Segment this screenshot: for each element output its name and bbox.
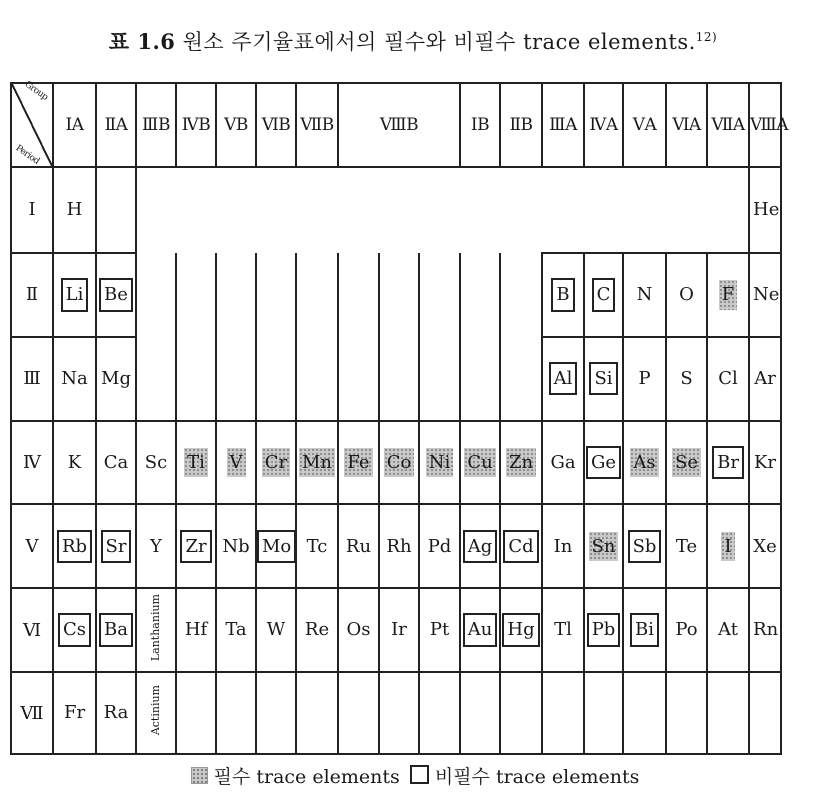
element-symbol: Os bbox=[346, 619, 371, 641]
element-symbol: I bbox=[721, 532, 734, 562]
empty-cell bbox=[338, 672, 379, 754]
period-label: Ⅱ bbox=[11, 253, 53, 337]
element-cell bbox=[136, 672, 176, 754]
group-header: ⅣB bbox=[176, 83, 216, 167]
element-cell bbox=[419, 421, 460, 505]
element-symbol: Fr bbox=[63, 702, 86, 724]
empty-cell bbox=[500, 672, 542, 754]
element-symbol: Pt bbox=[429, 619, 450, 641]
table-caption bbox=[0, 26, 826, 56]
element-symbol: Nb bbox=[222, 535, 250, 557]
empty-cell bbox=[749, 672, 781, 754]
empty-cell bbox=[176, 672, 216, 754]
element-symbol: Ta bbox=[225, 619, 247, 641]
element-symbol: Sb bbox=[628, 530, 662, 564]
element-symbol: W bbox=[266, 619, 286, 641]
empty-cell bbox=[419, 672, 460, 754]
caption-ref: 12) bbox=[695, 30, 718, 44]
empty-cell bbox=[256, 253, 296, 337]
legend-nonessential: 비필수 trace elements bbox=[434, 766, 640, 788]
element-symbol: Pb bbox=[587, 613, 621, 647]
element-cell bbox=[749, 421, 781, 505]
element-symbol: Pd bbox=[427, 535, 452, 557]
element-cell bbox=[96, 504, 136, 588]
period-label: Ⅶ bbox=[11, 672, 53, 754]
group-header: ⅤA bbox=[623, 83, 666, 167]
element-cell bbox=[460, 504, 500, 588]
group-header: ⅢB bbox=[136, 83, 176, 167]
element-symbol: Kr bbox=[753, 451, 777, 473]
group-header: ⅥA bbox=[666, 83, 707, 167]
element-cell bbox=[666, 253, 707, 337]
element-symbol: Zn bbox=[506, 448, 536, 478]
element-cell bbox=[707, 253, 749, 337]
empty-cell bbox=[256, 672, 296, 754]
element-cell bbox=[749, 167, 781, 253]
element-cell bbox=[460, 588, 500, 672]
element-symbol: F bbox=[719, 280, 738, 310]
element-cell bbox=[666, 588, 707, 672]
element-cell bbox=[749, 337, 781, 421]
empty-cell bbox=[460, 253, 500, 337]
period-row bbox=[11, 504, 781, 588]
element-cell bbox=[256, 421, 296, 505]
period-label: Ⅵ bbox=[11, 588, 53, 672]
element-symbol: Bi bbox=[630, 613, 659, 647]
element-symbol: Xe bbox=[753, 535, 777, 557]
element-symbol: Rh bbox=[386, 535, 412, 557]
element-symbol: Zr bbox=[180, 530, 211, 564]
element-cell bbox=[338, 504, 379, 588]
open-square-icon bbox=[410, 765, 429, 784]
element-symbol: Cr bbox=[262, 448, 290, 478]
element-cell bbox=[216, 504, 256, 588]
element-symbol: Mo bbox=[257, 530, 296, 564]
legend bbox=[0, 762, 826, 789]
element-cell bbox=[176, 421, 216, 505]
empty-cell bbox=[460, 672, 500, 754]
element-symbol: Ir bbox=[391, 619, 407, 641]
empty-cell bbox=[542, 167, 584, 253]
element-cell bbox=[136, 504, 176, 588]
shaded-square-icon bbox=[191, 767, 208, 784]
element-cell bbox=[96, 588, 136, 672]
period-row bbox=[11, 167, 781, 253]
group-header: ⅢA bbox=[542, 83, 584, 167]
element-symbol: Mg bbox=[101, 367, 131, 389]
element-cell bbox=[419, 504, 460, 588]
legend-essential: 필수 trace elements bbox=[213, 766, 400, 788]
element-symbol: N bbox=[636, 283, 653, 305]
empty-cell bbox=[707, 672, 749, 754]
empty-cell bbox=[500, 253, 542, 337]
element-cell bbox=[53, 167, 96, 253]
empty-cell bbox=[379, 672, 419, 754]
element-cell bbox=[707, 421, 749, 505]
element-symbol: Po bbox=[675, 619, 698, 641]
element-cell bbox=[623, 253, 666, 337]
element-cell bbox=[584, 337, 623, 421]
empty-cell bbox=[176, 167, 216, 253]
empty-cell bbox=[542, 672, 584, 754]
element-symbol: Cd bbox=[503, 530, 538, 564]
element-cell bbox=[500, 504, 542, 588]
element-cell bbox=[296, 421, 338, 505]
element-cell bbox=[623, 588, 666, 672]
empty-cell bbox=[584, 167, 623, 253]
group-header: ⅦA bbox=[707, 83, 749, 167]
element-symbol: Se bbox=[672, 448, 701, 478]
group-header: ⅡB bbox=[500, 83, 542, 167]
element-symbol: P bbox=[638, 367, 651, 389]
element-cell bbox=[96, 337, 136, 421]
element-symbol: Y bbox=[150, 535, 162, 557]
period-label: Ⅳ bbox=[11, 421, 53, 505]
group-header: ⅠB bbox=[460, 83, 500, 167]
group-header: ⅥB bbox=[256, 83, 296, 167]
element-cell bbox=[749, 504, 781, 588]
element-cell bbox=[666, 337, 707, 421]
element-cell bbox=[96, 253, 136, 337]
element-symbol: O bbox=[679, 283, 694, 305]
element-symbol: Ar bbox=[754, 367, 776, 389]
periodic-table bbox=[10, 79, 789, 755]
empty-cell bbox=[136, 253, 176, 337]
group-header: ⅦB bbox=[296, 83, 338, 167]
empty-cell bbox=[296, 337, 338, 421]
element-symbol: Ru bbox=[345, 535, 372, 557]
period-row bbox=[11, 672, 781, 754]
element-symbol: Ni bbox=[426, 448, 454, 478]
element-cell bbox=[707, 588, 749, 672]
corner-group-label: Group bbox=[22, 79, 50, 103]
caption-label: 표 1.6 bbox=[108, 29, 176, 54]
element-cell bbox=[584, 588, 623, 672]
element-cell bbox=[338, 421, 379, 505]
element-cell bbox=[623, 337, 666, 421]
period-row bbox=[11, 337, 781, 421]
element-symbol: Re bbox=[304, 619, 330, 641]
empty-cell bbox=[96, 167, 136, 253]
element-symbol: Cs bbox=[58, 613, 91, 647]
period-row bbox=[11, 421, 781, 505]
element-symbol: Ga bbox=[550, 451, 576, 473]
element-symbol: Tl bbox=[554, 619, 572, 641]
element-symbol: In bbox=[553, 535, 573, 557]
period-label: Ⅲ bbox=[11, 337, 53, 421]
empty-cell bbox=[176, 253, 216, 337]
element-cell bbox=[584, 504, 623, 588]
element-symbol: Ca bbox=[103, 451, 129, 473]
element-symbol: As bbox=[630, 448, 658, 478]
group-period-corner bbox=[11, 79, 53, 167]
empty-cell bbox=[666, 167, 707, 253]
element-symbol: Br bbox=[712, 446, 744, 480]
element-cell bbox=[542, 253, 584, 337]
empty-cell bbox=[338, 253, 379, 337]
element-cell bbox=[296, 588, 338, 672]
group-header: ⅡA bbox=[96, 83, 136, 167]
empty-cell bbox=[419, 253, 460, 337]
element-cell bbox=[53, 421, 96, 505]
empty-cell bbox=[136, 167, 176, 253]
empty-cell bbox=[296, 167, 338, 253]
element-cell bbox=[379, 504, 419, 588]
group-header: ⅤB bbox=[216, 83, 256, 167]
empty-cell bbox=[256, 167, 296, 253]
element-cell bbox=[176, 588, 216, 672]
element-symbol: He bbox=[753, 199, 780, 221]
element-cell bbox=[256, 588, 296, 672]
element-symbol: Ag bbox=[463, 530, 498, 564]
group-header: ⅧA bbox=[749, 83, 781, 167]
element-cell bbox=[500, 421, 542, 505]
element-cell bbox=[542, 337, 584, 421]
empty-cell bbox=[623, 167, 666, 253]
element-cell bbox=[749, 588, 781, 672]
empty-cell bbox=[296, 253, 338, 337]
element-symbol: C bbox=[592, 278, 616, 312]
group-header: ⅣA bbox=[584, 83, 623, 167]
element-symbol: H bbox=[66, 199, 83, 221]
empty-cell bbox=[419, 337, 460, 421]
element-symbol: S bbox=[680, 367, 693, 389]
element-symbol: Si bbox=[589, 362, 617, 396]
period-label: Ⅴ bbox=[11, 504, 53, 588]
empty-cell bbox=[216, 337, 256, 421]
empty-cell bbox=[707, 167, 749, 253]
element-symbol: Lanthanium bbox=[148, 594, 162, 662]
element-symbol: Au bbox=[463, 613, 498, 647]
empty-cell bbox=[379, 337, 419, 421]
empty-cell bbox=[584, 672, 623, 754]
element-symbol: Hf bbox=[184, 619, 208, 641]
empty-cell bbox=[256, 337, 296, 421]
element-symbol: Li bbox=[61, 278, 89, 312]
element-cell bbox=[216, 421, 256, 505]
element-cell bbox=[53, 253, 96, 337]
group-header: ⅠA bbox=[53, 83, 96, 167]
element-symbol: Be bbox=[99, 278, 133, 312]
element-symbol: Al bbox=[549, 362, 578, 396]
element-cell bbox=[500, 588, 542, 672]
element-cell bbox=[379, 588, 419, 672]
element-symbol: V bbox=[227, 448, 246, 478]
element-cell bbox=[707, 504, 749, 588]
element-symbol: Te bbox=[675, 535, 698, 557]
element-symbol: Rn bbox=[753, 619, 779, 641]
empty-cell bbox=[216, 672, 256, 754]
element-cell bbox=[96, 421, 136, 505]
element-cell bbox=[542, 504, 584, 588]
element-symbol: Tc bbox=[306, 535, 328, 557]
period-row bbox=[11, 253, 781, 337]
element-symbol: K bbox=[67, 451, 82, 473]
empty-cell bbox=[379, 167, 419, 253]
empty-cell bbox=[136, 337, 176, 421]
empty-cell bbox=[379, 253, 419, 337]
empty-cell bbox=[216, 253, 256, 337]
empty-cell bbox=[500, 167, 542, 253]
empty-cell bbox=[176, 337, 216, 421]
element-cell bbox=[53, 504, 96, 588]
element-symbol: Ne bbox=[753, 283, 780, 305]
element-symbol: Ti bbox=[184, 448, 208, 478]
element-symbol: Fe bbox=[344, 448, 372, 478]
element-cell bbox=[584, 421, 623, 505]
element-symbol: Ba bbox=[99, 613, 133, 647]
element-symbol: Co bbox=[384, 448, 415, 478]
empty-cell bbox=[623, 672, 666, 754]
element-cell bbox=[584, 253, 623, 337]
element-cell bbox=[707, 337, 749, 421]
empty-cell bbox=[338, 337, 379, 421]
element-symbol: Mn bbox=[299, 448, 335, 478]
element-cell bbox=[749, 253, 781, 337]
element-symbol: Sn bbox=[589, 532, 619, 562]
empty-cell bbox=[500, 337, 542, 421]
element-cell bbox=[53, 672, 96, 754]
empty-cell bbox=[666, 672, 707, 754]
element-cell bbox=[256, 504, 296, 588]
element-cell bbox=[53, 588, 96, 672]
empty-cell bbox=[460, 337, 500, 421]
period-label: Ⅰ bbox=[11, 167, 53, 253]
corner-period-label: Period bbox=[13, 143, 41, 167]
element-symbol: Ge bbox=[586, 446, 621, 480]
element-cell bbox=[623, 421, 666, 505]
element-cell bbox=[338, 588, 379, 672]
element-cell bbox=[216, 588, 256, 672]
element-symbol: Hg bbox=[502, 613, 539, 647]
empty-cell bbox=[460, 167, 500, 253]
element-symbol: Cu bbox=[464, 448, 495, 478]
group-header: ⅧB bbox=[338, 83, 460, 167]
element-symbol: B bbox=[551, 278, 574, 312]
empty-cell bbox=[338, 167, 379, 253]
element-symbol: At bbox=[718, 619, 738, 641]
caption-text: 원소 주기율표에서의 필수와 비필수 trace elements. bbox=[182, 30, 696, 54]
empty-cell bbox=[216, 167, 256, 253]
element-symbol: Na bbox=[61, 367, 88, 389]
element-cell bbox=[460, 421, 500, 505]
element-cell bbox=[623, 504, 666, 588]
element-cell bbox=[542, 588, 584, 672]
element-cell bbox=[379, 421, 419, 505]
element-symbol: Actinium bbox=[148, 685, 162, 736]
element-cell bbox=[53, 337, 96, 421]
period-row bbox=[11, 588, 781, 672]
element-cell bbox=[136, 588, 176, 672]
element-symbol: Ra bbox=[103, 702, 129, 724]
element-cell bbox=[296, 504, 338, 588]
element-symbol: Sc bbox=[144, 451, 168, 473]
element-cell bbox=[666, 504, 707, 588]
element-cell bbox=[419, 588, 460, 672]
element-cell bbox=[176, 504, 216, 588]
empty-cell bbox=[296, 672, 338, 754]
element-symbol: Sr bbox=[101, 530, 132, 564]
element-symbol: Rb bbox=[57, 530, 92, 564]
element-cell bbox=[666, 421, 707, 505]
element-cell bbox=[96, 672, 136, 754]
element-symbol: Cl bbox=[718, 367, 738, 389]
element-cell bbox=[542, 421, 584, 505]
element-cell bbox=[136, 421, 176, 505]
empty-cell bbox=[419, 167, 460, 253]
